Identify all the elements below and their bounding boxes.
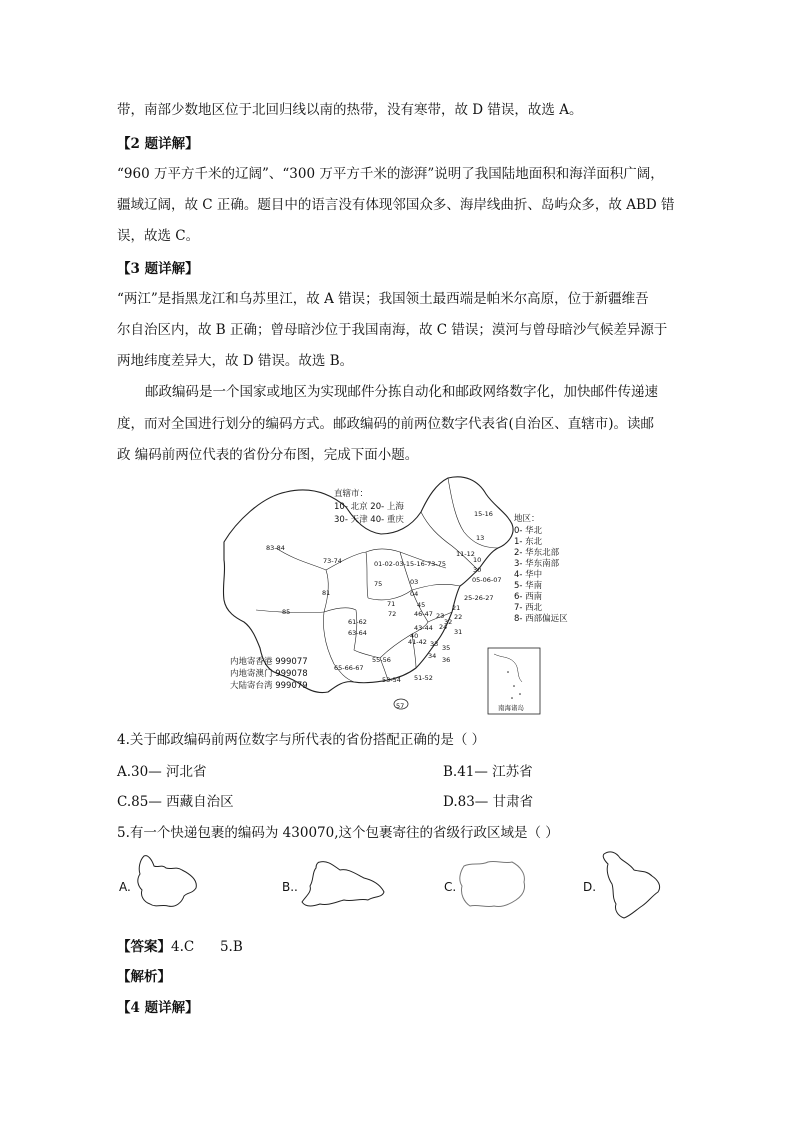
inset-label: 南海诸岛 [498,704,524,712]
municipalities-title: 直辖市： [334,489,369,499]
region-legend-item: 2- 华东北部 [514,548,560,558]
province-code: 63-64 [348,629,367,637]
section-heading: 【4 题详解】 [117,1000,199,1016]
province-code: 51-52 [414,674,433,682]
province-code: 13 [476,534,485,542]
paragraph-line: 疆域辽阔，故 C 正确。题目中的语言没有体现邻国众多、海岸线曲折、岛屿众多，故 ABD 错 [117,197,675,213]
paragraph-line: 带，南部少数地区位于北回归线以南的热带，没有寒带，故 D 错误，故选 A。 [117,102,583,118]
province-code: 11-12 [456,550,475,558]
paragraph-line: 误，故选 C。 [117,228,200,244]
province-code: 46-47 [414,610,433,618]
province-code: 24 [439,623,448,631]
province-code: 03 [410,578,419,586]
paragraph-line: 尔自治区内，故 B 正确；曾母暗沙位于我国南海，故 C 错误；漠河与曾母暗沙气候差异源于 [117,322,668,338]
answer-label: 【答案】 [117,939,171,955]
province-code: 15-16 [474,510,493,518]
province-code: 22 [454,613,463,621]
region-legend-item: 3- 华东南部 [514,559,560,569]
province-code: 57 [396,702,405,710]
province-code: 72 [388,610,397,618]
hk-note: 内地寄香港 999077 [230,657,308,667]
province-code: 30 [473,566,482,574]
region-legend-item: 0- 华北 [514,526,543,536]
region-legend-item: 6- 西南 [514,592,543,602]
qinghai-outline-icon[interactable] [456,856,530,912]
region-legend-item: 1- 东北 [514,537,543,547]
analysis-heading: 【解析】 [117,969,171,985]
paragraph-line: 两地纬度差异大，故 D 错误。故选 B。 [117,353,354,369]
section-heading: 【3 题详解】 [117,261,199,277]
option-b-label[interactable]: B.. [282,880,298,894]
province-code: 25-26-27 [464,594,494,602]
region-legend-item: 8- 西部偏远区 [514,614,568,624]
tw-note: 大陆寄台湾 999079 [230,681,308,691]
province-code: 33 [430,640,439,648]
province-code: 71 [387,600,396,608]
province-code: 83-84 [266,544,285,552]
question-stem: 5.有一个快递包裹的编码为 430070,这个包裹寄往的省级行政区域是（ ） [117,825,559,841]
answer-line [117,938,243,956]
region-legend-title: 地区： [514,514,540,524]
province-code: 01-02-03-15-16-73-75 [374,560,446,568]
option-b[interactable]: B.41— 江苏省 [443,764,533,780]
province-code: 85 [282,608,291,616]
province-code: 04 [410,590,419,598]
yunnan-outline-icon[interactable] [132,852,204,912]
region-legend-item: 7- 西北 [514,603,543,613]
paragraph-line: “960 万平方千米的辽阔”、“300 万平方千米的澎湃”说明了我国陆地面积和海洋面积广阔， [117,166,664,182]
province-code: 45 [417,601,426,609]
province-code: 21 [452,604,461,612]
province-code: 81 [322,589,331,597]
question-stem: 4.关于邮政编码前两位数字与所代表的省份搭配正确的是（ ） [117,732,486,748]
municipalities-line: 30- 天津 40- 重庆 [334,515,404,525]
region-legend-item: 4- 华中 [514,570,543,580]
province-code: 32 [444,618,453,626]
province-code: 23 [436,612,445,620]
province-code: 61-62 [348,618,367,626]
region-legend-item: 5- 华南 [514,581,543,591]
paragraph-line: 度，而对全国进行划分的编码方式。邮政编码的前两位数字代表省(自治区、直辖市)。读邮 [117,416,655,432]
province-code: 36 [442,656,451,664]
section-heading: 【2 题详解】 [117,136,199,152]
china-province-map [216,472,568,716]
paragraph-line: “两江”是指黑龙江和乌苏里江，故 A 错误；我国领土最西端是帕米尔高原，位于新疆维吾 [117,291,649,307]
option-c[interactable]: C.85— 西藏自治区 [117,794,234,810]
option-d-label[interactable]: D. [583,880,597,894]
province-code: 10 [473,556,482,564]
municipalities-line: 10- 北京 20- 上海 [334,502,404,512]
answer-text: 4.C 5.B [171,939,243,955]
option-a-label[interactable]: A. [119,880,131,894]
mo-note: 内地寄澳门 999078 [230,669,308,679]
hubei-outline-icon[interactable] [298,856,390,914]
heilongjiang-outline-icon[interactable] [596,846,666,922]
option-c-label[interactable]: C. [444,880,457,894]
province-code: 41-42 [408,638,427,646]
province-code: 43-44 [414,624,433,632]
paragraph-line: 政 编码前两位代表的省份分布图，完成下面小题。 [117,447,419,463]
province-code: 34 [428,652,437,660]
province-code: 73-74 [323,557,342,565]
province-code: 53-54 [382,676,401,684]
province-code: 65-66-67 [334,664,364,672]
paragraph-line: 邮政编码是一个国家或地区为实现邮件分拣自动化和邮政网络数字化，加快邮件传递速 [145,384,658,400]
postal-code-map [216,472,568,716]
option-d[interactable]: D.83— 甘肃省 [443,794,534,810]
province-code: 55-56 [372,656,391,664]
province-code: 35 [442,644,451,652]
province-code: 31 [454,628,463,636]
province-code: 05-06-07 [472,576,502,584]
province-code: 40 [410,632,419,640]
province-code: 75 [374,580,383,588]
option-a[interactable]: A.30— 河北省 [117,764,207,780]
